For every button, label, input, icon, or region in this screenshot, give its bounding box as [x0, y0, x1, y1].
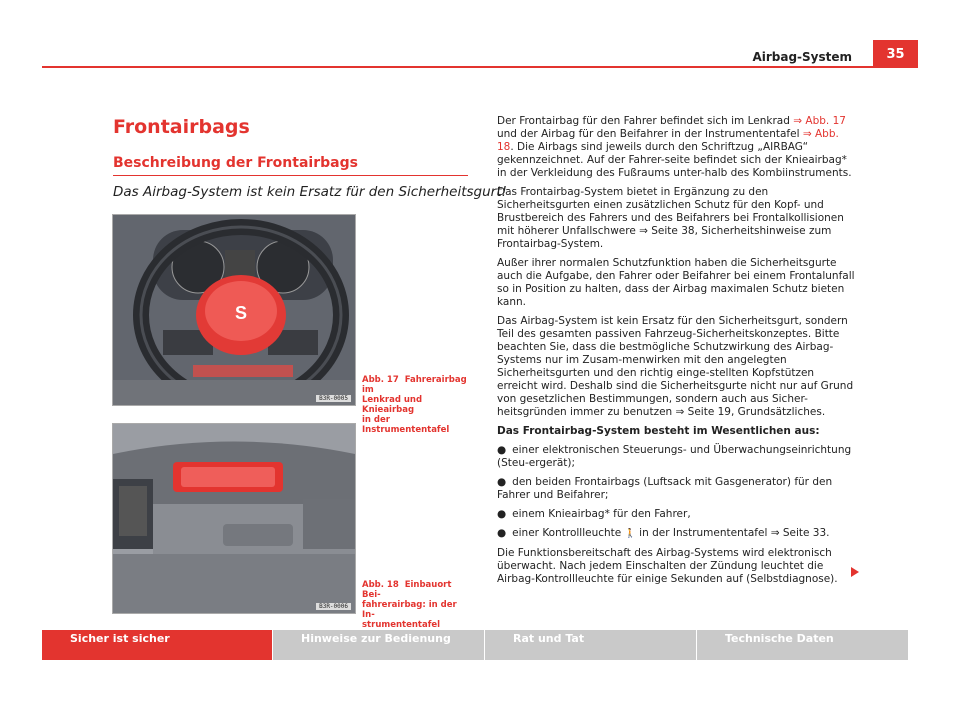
page-number: 35	[873, 40, 918, 68]
paragraph: Der Frontairbag für den Fahrer befindet sich im Lenkrad ⇒ Abb. 17 und der Airbag für den Beifahrer in der Instrumententafel ⇒ Abb. 18. Die Airbags sind jeweils durch den Schriftzug „AIRBAG“ gekennzeichnet. Auf der Fahrer-seite befindet sich der Knieairbag* in der Verkleidung des Fußraums unter-halb des Kombiinstruments.	[497, 115, 852, 179]
figure-id: B3R-0006	[316, 603, 351, 610]
bullet-icon: ●	[497, 508, 507, 520]
figure-caption: Abb. 18 Einbauort Bei- fahrerairbag: in der In- strumententafel	[362, 580, 457, 630]
lead-sentence: Das Airbag-System ist kein Ersatz für den Sicherheitsgurt!	[113, 184, 507, 200]
list-heading: Das Frontairbag-System besteht im Wesentlichen aus:	[497, 425, 820, 437]
paragraph: Außer ihrer normalen Schutzfunktion haben die Sicherheitsgurte auch die Aufgabe, den Fahrer oder Beifahrer bei einem Frontalunfall so in Position zu halten, dass der Airbag maximalen Schutz bieten kann.	[497, 257, 855, 308]
footer-tab-technik[interactable]: Technische Daten	[697, 630, 908, 660]
list-item: ● einer elektronischen Steuerungs- und Überwachungseinrichtung (Steu-ergerät);	[497, 444, 852, 469]
paragraph: Das Airbag-System ist kein Ersatz für den Sicherheitsgurt, sondern Teil des gesamten passiven Fahrzeug-Sicherheitskonzeptes. Bitte beachten Sie, dass die bestmögliche Schutzwirkung des Airbag-Systems nur im Zusam-menwirken mit den angelegten Sicherheitsgurten und den richtig einge-stellten Kopfstützen erreicht wird. Deshalb sind die Sicherheitsgurte nicht nur auf Grund von gesetzlichen Bestimmungen, sondern auch aus Sicher-heitsgründen immer zu benutzen ⇒ Seite 19, Grundsätzliches.	[497, 315, 854, 418]
footer-tab-bedienung[interactable]: Hinweise zur Bedienung	[273, 630, 484, 660]
airbag-warning-icon: 🚶	[624, 529, 636, 539]
continue-arrow-icon	[851, 567, 859, 577]
svg-text:S: S	[234, 303, 248, 323]
bullet-icon: ●	[497, 476, 507, 488]
footer-nav	[42, 630, 918, 660]
figure-link[interactable]: ⇒ Abb. 18	[497, 128, 839, 153]
running-header: Airbag-System	[752, 50, 852, 64]
list-item: ● den beiden Frontairbags (Luftsack mit Gasgenerator) für den Fahrer und Beifahrer;	[497, 476, 833, 501]
paragraph: Das Frontairbag-System bietet in Ergänzung zu den Sicherheitsgurten einen zusätzlichen Schutz für den Kopf- und Brustbereich des Fahrers und des Beifahrers bei Frontalkollisionen mit höherer Unfallschwere ⇒ Seite 38, Sicherheitshinweise zum Frontairbag-System.	[497, 186, 844, 250]
figure-steering-wheel	[112, 214, 356, 406]
subtitle-rule	[113, 175, 468, 176]
paragraph: Die Funktionsbereitschaft des Airbag-Systems wird elektronisch überwacht. Nach jedem Einschalten der Zündung leuchtet die Airbag-Kontrollleuchte für einige Sekunden auf (Selbstdiagnose).	[497, 547, 838, 585]
page-title: Frontairbags	[113, 116, 250, 138]
steering-wheel-illustration	[113, 215, 355, 405]
section-subtitle: Beschreibung der Frontairbags	[113, 155, 358, 171]
figure-caption: Abb. 17 Fahrerairbag im Lenkrad und Knieairbag in der Instrumententafel	[362, 375, 467, 435]
footer-tab-sicher[interactable]: Sicher ist sicher	[42, 630, 272, 660]
bullet-icon: ●	[497, 527, 507, 539]
figure-link[interactable]: ⇒ Abb. 17	[793, 115, 846, 127]
header-rule	[42, 66, 918, 68]
figure-passenger-airbag	[112, 423, 356, 614]
body-text	[497, 115, 857, 592]
figure-id: B3R-0005	[316, 395, 351, 402]
footer-tab-rat[interactable]: Rat und Tat	[485, 630, 696, 660]
list-item: ● einer Kontrollleuchte 🚶 in der Instrumententafel ⇒ Seite 33.	[497, 527, 830, 539]
dashboard-illustration	[113, 424, 355, 613]
list-item: ● einem Knieairbag* für den Fahrer,	[497, 508, 691, 520]
bullet-icon: ●	[497, 444, 507, 456]
